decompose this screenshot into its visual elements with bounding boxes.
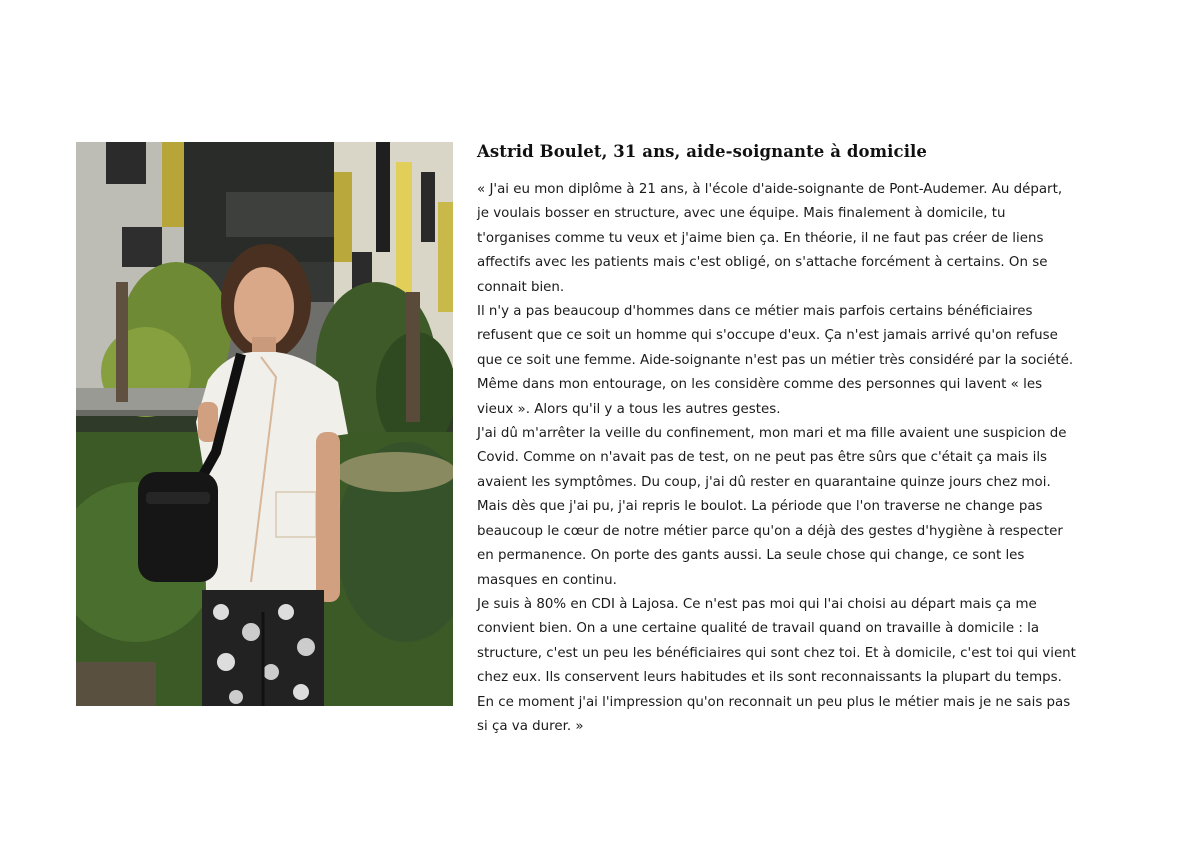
article-headline: Astrid Boulet, 31 ans, aide-soignante à domicile [477,142,928,161]
portrait-illustration [76,142,453,706]
article-paragraph: « J'ai eu mon diplôme à 21 ans, à l'école d'aide-soignante de Pont-Audemer. Au départ, je voulais bosser en structure, avec une équipe. Mais finalement à domicile, tu t'organises comme tu veux et j'aime bien ça. En théorie, il ne faut pas créer de liens affectifs avec les patients mais c'est obligé, on s'attache forcément à certains. On se connait bien. [477,182,1063,295]
article-paragraph: J'ai dû m'arrêter la veille du confinement, mon mari et ma fille avaient une suspicion de Covid. Comme on n'avait pas de test, on ne peut pas être sûrs que c'était ça mais ils avaient les symptômes. Du coup, j'ai dû rester en quarantaine quinze jours chez moi. Mais dès que j'ai pu, j'ai repris le boulot. La période que l'on traverse ne change pas beaucoup le cœur de notre métier parce qu'on a déjà des gestes d'hygiène à respecter en permanence. On porte des gants aussi. La seule chose qui change, ce sont les masques en continu. [477,426,1067,588]
article [477,140,1077,739]
article-paragraph: Je suis à 80% en CDI à Lajosa. Ce n'est pas moi qui l'ai choisi au départ mais ça me convient bien. On a une certaine qualité de travail quand on travaille à domicile : la structure, c'est un peu les bénéficiaires qui sont chez toi. Et à domicile, c'est toi qui vient chez eux. Ils conservent leurs habitudes et ils sont reconnaissants la plupart du temps. En ce moment j'ai l'impression qu'on reconnait un peu plus le métier mais je ne sais pas si ça va durer. » [477,596,1076,734]
portrait-photo [76,142,453,706]
article-paragraph: Il n'y a pas beaucoup d'hommes dans ce métier mais parfois certains bénéficiaires refusent que ce soit un homme qui s'occupe d'eux. Ça n'est jamais arrivé qu'on refuse que ce soit une femme. Aide-soignante n'est pas un métier très considéré par la société. Même dans mon entourage, on les considère comme des personnes qui lavent « les vieux ». Alors qu'il y a tous les autres gestes. [477,304,1074,417]
